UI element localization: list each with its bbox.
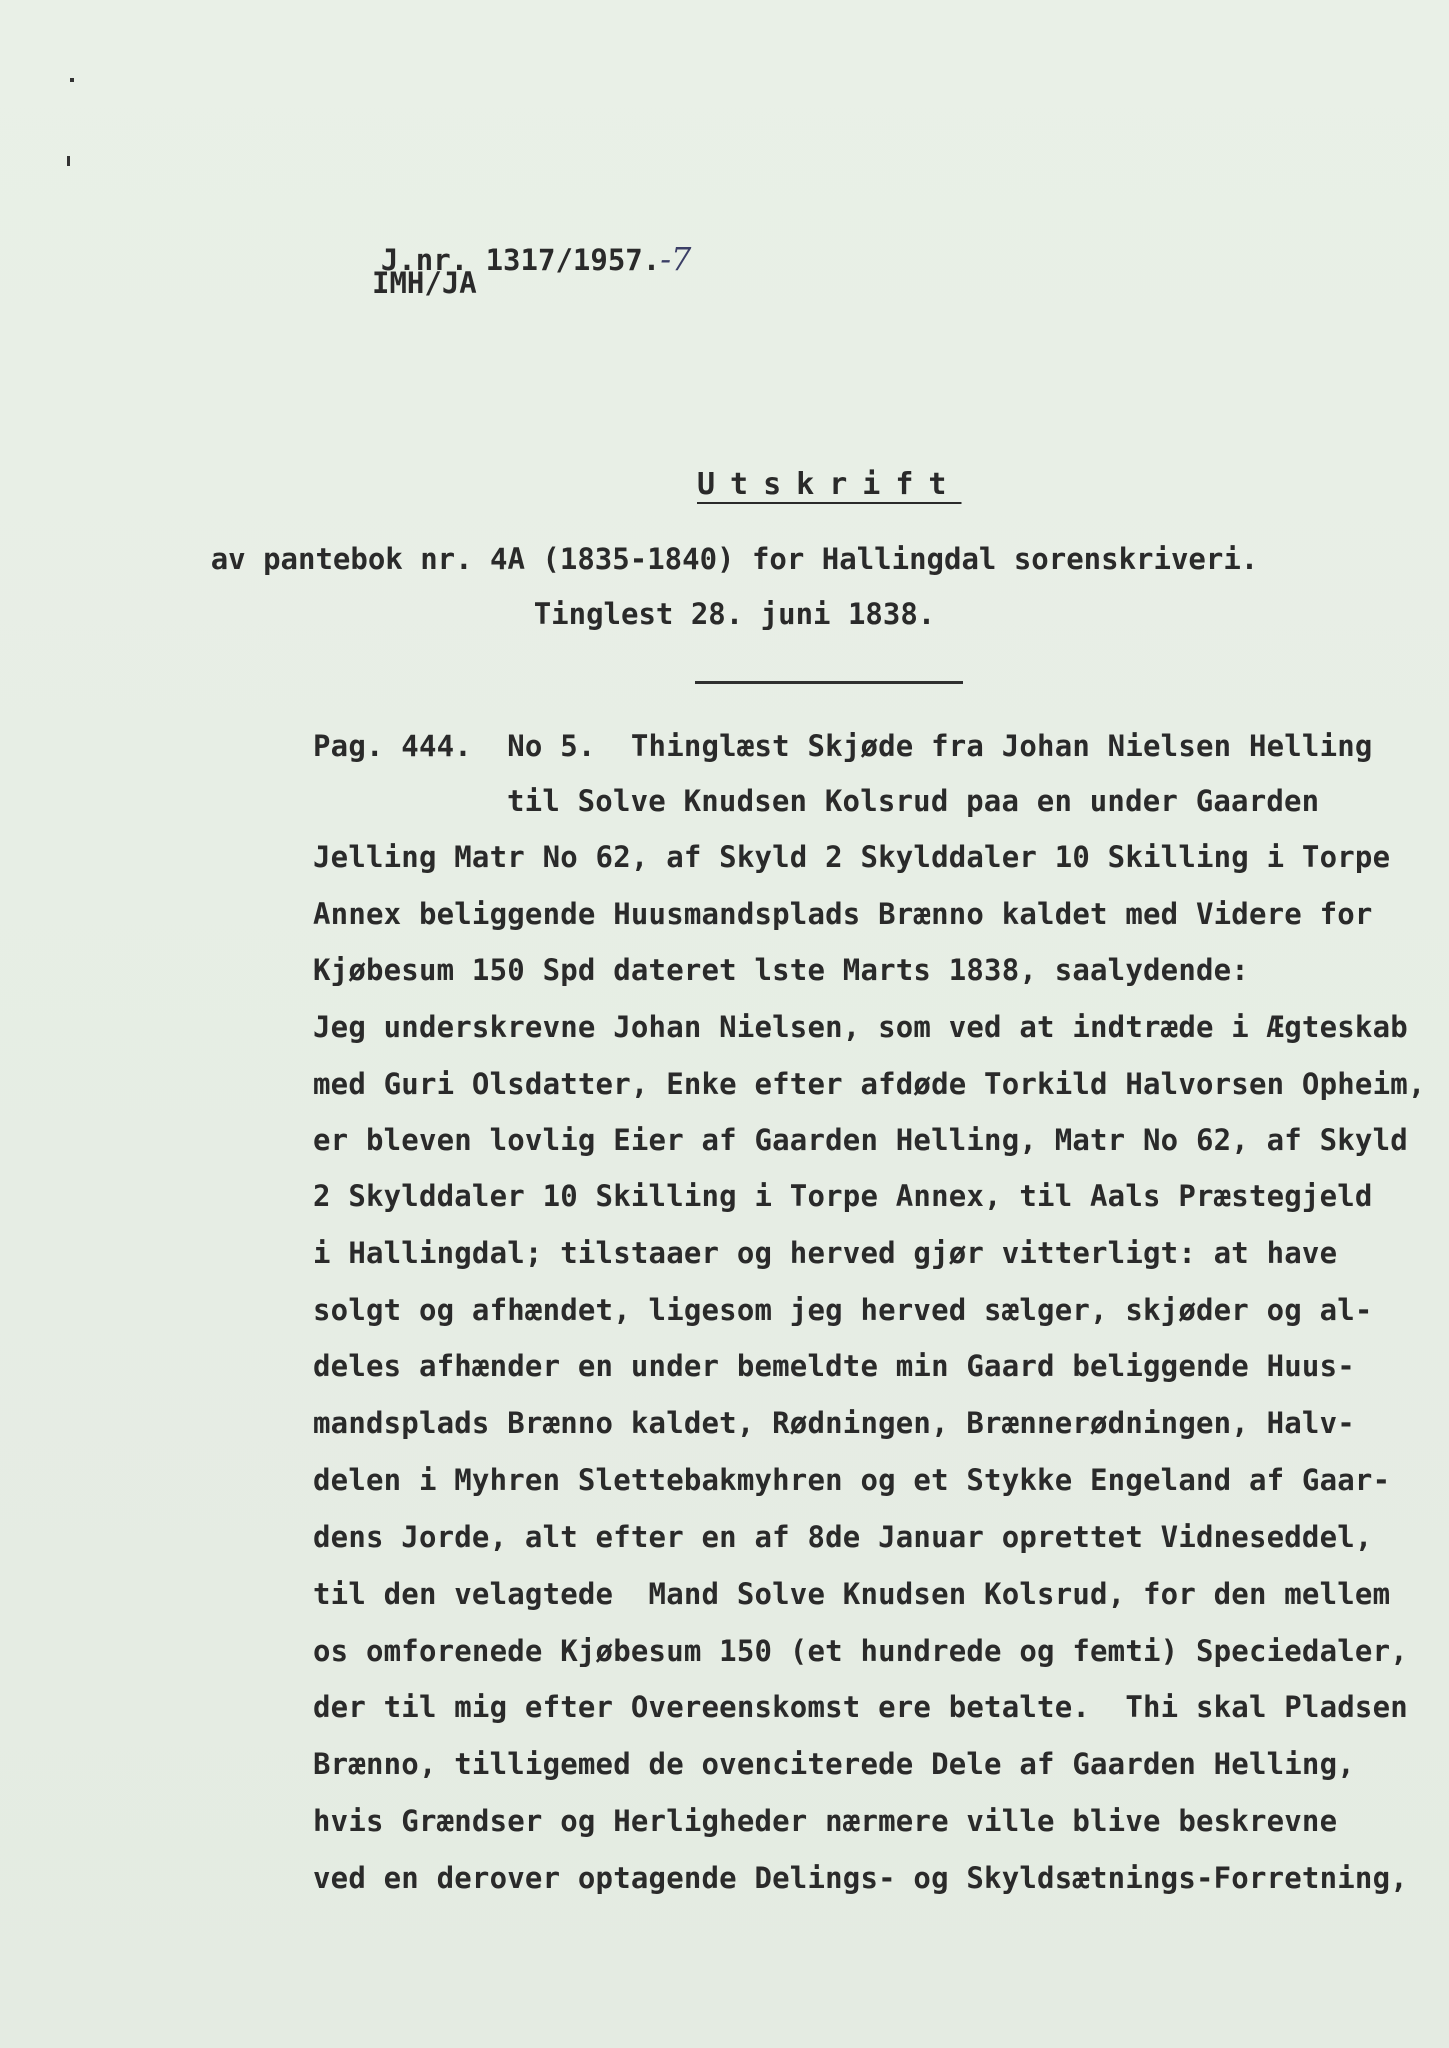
body-line: Pag. 444. No 5. Thinglæst Skjøde fra Johan Nielsen Helling	[313, 729, 1373, 763]
subtitle-line: Tinglest 28. juni 1838.	[533, 597, 936, 631]
body-line: dens Jorde, alt efter en af 8de Januar oprettet Vidneseddel,	[313, 1520, 1373, 1554]
body-line: til den velagtede Mand Solve Knudsen Kolsrud, for den mellem	[313, 1577, 1391, 1611]
body-line: Jeg underskrevne Johan Nielsen, som ved at indtræde i Ægteskab	[313, 1010, 1408, 1044]
body-line: Kjøbesum 150 Spd dateret lste Marts 1838, saalydende:	[313, 953, 1249, 987]
reference-number-typed: J.nr. 1317/1957.	[380, 243, 661, 277]
initials: IMH/JA	[372, 266, 477, 300]
divider-rule	[695, 681, 963, 684]
body-line: mandsplads Brænno kaldet, Rødningen, Brænnerødningen, Halv-	[313, 1406, 1355, 1440]
body-line: Brænno, tilligemed de ovenciterede Dele af Gaarden Helling,	[313, 1747, 1355, 1781]
body-line: deles afhænder en under bemeldte min Gaard beliggende Huus-	[313, 1349, 1355, 1383]
body-line: solgt og afhændet, ligesom jeg herved sælger, skjøder og al-	[313, 1293, 1373, 1327]
body-line: Annex beliggende Huusmandsplads Brænno kaldet med Videre for	[313, 897, 1373, 931]
body-line: med Guri Olsdatter, Enke efter afdøde Torkild Halvorsen Opheim,	[313, 1067, 1426, 1101]
body-line: delen i Myhren Slettebakmyhren og et Stykke Engeland af Gaar-	[313, 1463, 1391, 1497]
margin-mark	[70, 78, 74, 82]
document-title: Utskrift	[697, 467, 962, 502]
body-line: hvis Grændser og Herligheder nærmere ville blive beskrevne	[313, 1804, 1338, 1838]
body-line: ved en derover optagende Delings- og Skyldsætnings-Forretning,	[313, 1861, 1408, 1895]
body-line: Jelling Matr No 62, af Skyld 2 Skylddaler 10 Skilling i Torpe	[313, 840, 1391, 874]
body-line: i Hallingdal; tilstaaer og herved gjør vitterligt: at have	[313, 1236, 1338, 1270]
body-line: er bleven lovlig Eier af Gaarden Helling, Matr No 62, af Skyld	[313, 1123, 1408, 1157]
reference-number	[311, 214, 691, 304]
body-line: til Solve Knudsen Kolsrud paa en under Gaarden	[507, 784, 1320, 818]
reference-number-handwritten: -7	[660, 240, 692, 278]
body-line: der til mig efter Overeenskomst ere betalte. Thi skal Pladsen	[313, 1690, 1408, 1724]
margin-mark	[67, 156, 70, 166]
body-line: os omforenede Kjøbesum 150 (et hundrede og femti) Speciedaler,	[313, 1634, 1408, 1668]
subtitle-line: av pantebok nr. 4A (1835-1840) for Hallingdal sorenskriveri.	[210, 542, 1259, 576]
body-line: 2 Skylddaler 10 Skilling i Torpe Annex, til Aals Præstegjeld	[313, 1179, 1373, 1213]
